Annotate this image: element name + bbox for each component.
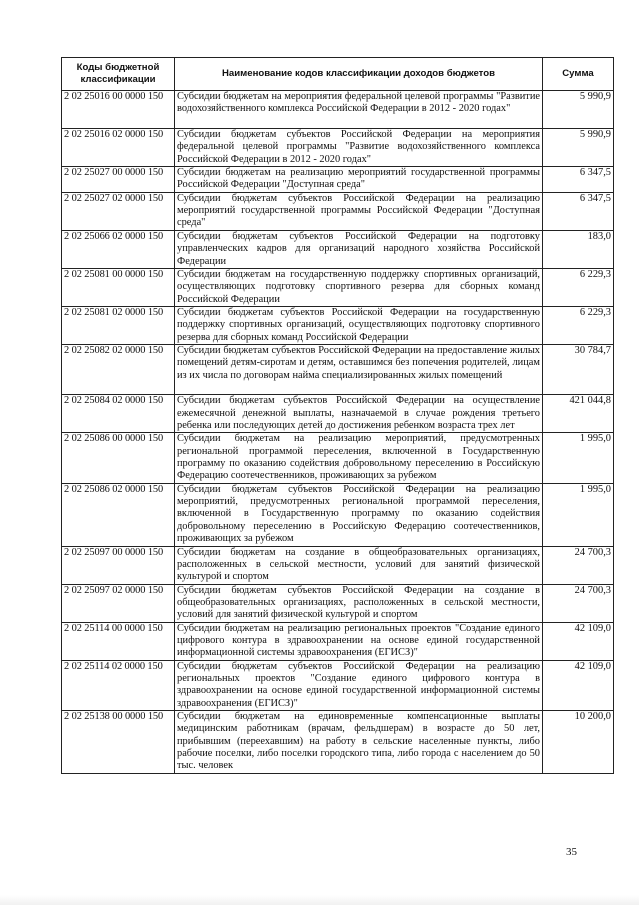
row-name: Субсидии бюджетам на реализацию региональных проектов "Создание единого цифрового контура в здравоохранении на основе единой государственной информационной системы здравоохранения (ЕГИСЗ)" bbox=[175, 622, 543, 660]
row-code: 2 02 25027 00 0000 150 bbox=[62, 167, 175, 193]
row-name: Субсидии бюджетам на создание в общеобразовательных организациях, расположенных в сельской местности, условий для занятий физической культурой и спортом bbox=[175, 546, 543, 584]
table-row bbox=[62, 192, 614, 230]
row-name: Субсидии бюджетам на реализацию мероприятий, предусмотренных региональной программой переселения, включенной в Государственную программу по оказанию содействия добровольному переселению в Российскую Федерацию соотечественников, проживающих за рубежом bbox=[175, 433, 543, 483]
row-code: 2 02 25097 00 0000 150 bbox=[62, 546, 175, 584]
budget-classification-table bbox=[61, 57, 614, 774]
table-row bbox=[62, 622, 614, 660]
table-header-row bbox=[62, 58, 614, 91]
row-name: Субсидии бюджетам на реализацию мероприятий государственной программы Российской Федерации "Доступная среда" bbox=[175, 167, 543, 193]
table-row bbox=[62, 306, 614, 344]
row-sum: 1 995,0 bbox=[543, 433, 614, 483]
table-row bbox=[62, 91, 614, 129]
table-row bbox=[62, 546, 614, 584]
row-code: 2 02 25081 02 0000 150 bbox=[62, 306, 175, 344]
table-row bbox=[62, 268, 614, 306]
row-sum: 10 200,0 bbox=[543, 711, 614, 774]
row-sum: 6 347,5 bbox=[543, 192, 614, 230]
row-code: 2 02 25114 00 0000 150 bbox=[62, 622, 175, 660]
scan-edge bbox=[0, 895, 639, 905]
row-sum: 24 700,3 bbox=[543, 584, 614, 622]
row-code: 2 02 25027 02 0000 150 bbox=[62, 192, 175, 230]
table-row bbox=[62, 344, 614, 394]
row-code: 2 02 25016 02 0000 150 bbox=[62, 129, 175, 167]
header-sum: Сумма bbox=[543, 58, 614, 91]
table-row bbox=[62, 230, 614, 268]
row-sum: 5 990,9 bbox=[543, 91, 614, 129]
table-row bbox=[62, 129, 614, 167]
row-code: 2 02 25097 02 0000 150 bbox=[62, 584, 175, 622]
table-row bbox=[62, 395, 614, 433]
row-name: Субсидии бюджетам субъектов Российской Федерации на осуществление ежемесячной денежной выплаты, назначаемой в случае рождения третьего ребенка или последующих детей до достижения ребенком возраста трех лет bbox=[175, 395, 543, 433]
table-row bbox=[62, 167, 614, 193]
table-row bbox=[62, 433, 614, 483]
row-sum: 6 229,3 bbox=[543, 306, 614, 344]
table-row bbox=[62, 483, 614, 546]
row-name: Субсидии бюджетам на единовременные компенсационные выплаты медицинским работникам (врачам, фельдшерам) в возрасте до 50 лет, прибывшим (переехавшим) на работу в сельские населенные пункты, либо рабочие поселки, либо поселки городского типа, либо города с населением до 50 тыс. человек bbox=[175, 711, 543, 774]
row-name: Субсидии бюджетам субъектов Российской Федерации на реализацию мероприятий государственной программы Российской Федерации "Доступная среда" bbox=[175, 192, 543, 230]
row-code: 2 02 25114 02 0000 150 bbox=[62, 660, 175, 710]
table-row bbox=[62, 711, 614, 774]
row-code: 2 02 25016 00 0000 150 bbox=[62, 91, 175, 129]
row-code: 2 02 25081 00 0000 150 bbox=[62, 268, 175, 306]
row-name: Субсидии бюджетам субъектов Российской Федерации на реализацию региональных проектов "Создание единого цифрового контура в здравоохранении на основе единой государственной информационной системы здравоохранения (ЕГИСЗ)" bbox=[175, 660, 543, 710]
row-name: Субсидии бюджетам на мероприятия федеральной целевой программы "Развитие водохозяйственного комплекса Российской Федерации в 2012 - 2020 годах" bbox=[175, 91, 543, 129]
row-sum: 42 109,0 bbox=[543, 622, 614, 660]
row-sum: 421 044,8 bbox=[543, 395, 614, 433]
row-name: Субсидии бюджетам субъектов Российской Федерации на реализацию мероприятий, предусмотренных региональной программой переселения, включенной в Государственную программу по оказанию содействия добровольному переселению в Российскую Федерацию соотечественников, проживающих за рубежом bbox=[175, 483, 543, 546]
row-sum: 1 995,0 bbox=[543, 483, 614, 546]
row-name: Субсидии бюджетам субъектов Российской Федерации на государственную поддержку спортивных организаций, осуществляющих подготовку спортивного резерва для сборных команд Российской Федерации bbox=[175, 306, 543, 344]
row-name: Субсидии бюджетам субъектов Российской Федерации на мероприятия федеральной целевой программы "Развитие водохозяйственного комплекса Российской Федерации в 2012 - 2020 годах" bbox=[175, 129, 543, 167]
table-row bbox=[62, 660, 614, 710]
table-row bbox=[62, 584, 614, 622]
row-name: Субсидии бюджетам субъектов Российской Федерации на подготовку управленческих кадров для организаций народного хозяйства Российской Федерации bbox=[175, 230, 543, 268]
row-sum: 6 229,3 bbox=[543, 268, 614, 306]
row-sum: 183,0 bbox=[543, 230, 614, 268]
row-code: 2 02 25066 02 0000 150 bbox=[62, 230, 175, 268]
row-sum: 24 700,3 bbox=[543, 546, 614, 584]
row-code: 2 02 25086 00 0000 150 bbox=[62, 433, 175, 483]
header-code: Коды бюджетной классификации bbox=[62, 58, 175, 91]
row-code: 2 02 25084 02 0000 150 bbox=[62, 395, 175, 433]
page-number: 35 bbox=[566, 846, 577, 858]
row-code: 2 02 25082 02 0000 150 bbox=[62, 344, 175, 394]
row-code: 2 02 25086 02 0000 150 bbox=[62, 483, 175, 546]
row-sum: 6 347,5 bbox=[543, 167, 614, 193]
row-sum: 5 990,9 bbox=[543, 129, 614, 167]
row-name: Субсидии бюджетам на государственную поддержку спортивных организаций, осуществляющих подготовку спортивного резерва для сборных команд Российской Федерации bbox=[175, 268, 543, 306]
row-code: 2 02 25138 00 0000 150 bbox=[62, 711, 175, 774]
header-name: Наименование кодов классификации доходов бюджетов bbox=[175, 58, 543, 91]
row-sum: 30 784,7 bbox=[543, 344, 614, 394]
row-sum: 42 109,0 bbox=[543, 660, 614, 710]
row-name: Субсидии бюджетам субъектов Российской Федерации на предоставление жилых помещений детям-сиротам и детям, оставшимся без попечения родителей, лицам из их числа по договорам найма специализированных жилых помещений bbox=[175, 344, 543, 394]
row-name: Субсидии бюджетам субъектов Российской Федерации на создание в общеобразовательных организациях, расположенных в сельской местности, условий для занятий физической культурой и спортом bbox=[175, 584, 543, 622]
